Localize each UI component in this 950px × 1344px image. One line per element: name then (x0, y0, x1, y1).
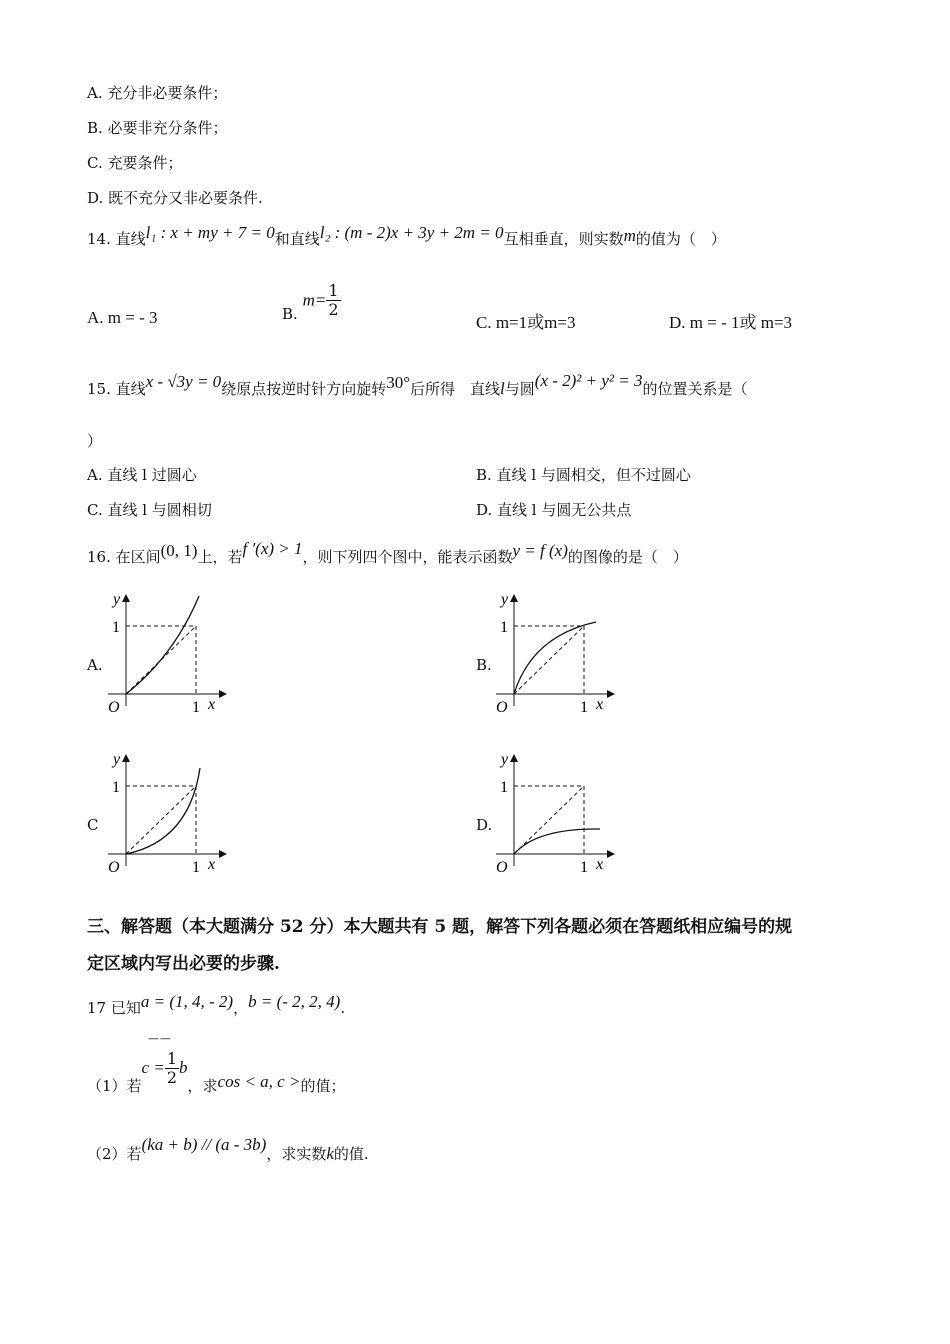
q17-vector-a: a = (1, 4, - 2) (140, 992, 234, 1011)
y-axis-label: y (113, 591, 121, 608)
q14-stem (87, 223, 726, 249)
q15-option-a: A. 直线 l 过圆心 (87, 466, 197, 484)
q17-parallel-expr: (ka + b) // (a - 3b) (141, 1135, 267, 1154)
q14-option-b: B. m= $\frac{1}{2}$ (282, 281, 339, 323)
q14-option-c: C. m=1或m=3 (476, 313, 576, 332)
q15-stem-close: ） (87, 432, 103, 450)
tick-y-1: 1 (112, 779, 120, 796)
q16-graph-c-label: C (87, 816, 99, 834)
q13-option-d: D. 既不充分又非必要条件. (87, 189, 263, 207)
x-axis-label: x (208, 856, 216, 873)
y-axis-label: y (501, 591, 509, 608)
q16-graph-d-label: D. (476, 816, 493, 834)
q13-option-c: C. 充要条件； (87, 154, 183, 172)
q14-line-l1: l₁ : x + my + 7 = 0 (145, 223, 275, 242)
q13-option-a: A. 充分非必要条件； (87, 84, 228, 102)
q15-line-eq: x - √3y = 0 (145, 372, 222, 391)
curve (126, 596, 199, 694)
q14-prefix: 14. 直线 (87, 230, 146, 248)
x-axis-label: x (208, 696, 216, 713)
y-axis-arrow (510, 594, 518, 602)
tick-x-1: 1 (580, 699, 588, 716)
q14-mid: 和直线 (274, 230, 320, 248)
section3-heading-line1: 三、解答题（本大题满分 52 分）本大题共有 5 题，解答下列各题必须在答题纸相应编号的规 (87, 917, 793, 937)
q17-stem: 17 已知a = (1, 4, - 2)，b = (- 2, 2, 4). (87, 992, 346, 1017)
section3-heading-line2: 定区域内写出必要的步骤. (87, 954, 280, 974)
y-axis-label: y (113, 751, 121, 768)
x-axis-arrow (607, 850, 615, 858)
q14-var-m: m (623, 226, 636, 245)
q16-condition: f ′(x) > 1 (242, 539, 303, 558)
x-axis-label: x (596, 856, 604, 873)
q17-part2: （2）若(ka + b) // (a - 3b)，求实数k的值. (87, 1135, 369, 1163)
origin-label: O (108, 699, 120, 716)
q16-graph-d (492, 746, 622, 876)
q16-interval: (0, 1) (160, 541, 198, 560)
tick-y-1: 1 (500, 779, 508, 796)
q15-circle-eq: (x - 2)² + y² = 3 (534, 371, 643, 390)
q16-graph-b (492, 586, 622, 716)
q16-stem: 16. 在区间(0, 1)上，若f ′(x) > 1，则下列四个图中，能表示函数y = f (x)的图像的是（ ） (87, 539, 688, 566)
diagonal-y-equals-x (514, 626, 584, 694)
y-axis-arrow (510, 754, 518, 762)
diagonal-y-equals-x (126, 786, 196, 854)
x-axis-arrow (219, 690, 227, 698)
q14-end: 的值为（ ） (635, 230, 726, 248)
q16-graph-a-label: A. (87, 656, 103, 674)
origin-label: O (496, 699, 508, 716)
tick-y-1: 1 (112, 619, 120, 636)
q15-option-d: D. 直线 l 与圆无公共点 (476, 501, 632, 519)
q17-part1-fraction: $\frac{1}{2}$ (166, 1049, 178, 1087)
q16-function: y = f (x) (512, 541, 568, 560)
q16-graph-c (104, 746, 234, 876)
tick-y-1: 1 (500, 619, 508, 636)
q14-option-d: D. m = - 1或 m=3 (669, 313, 793, 332)
tick-x-1: 1 (192, 859, 200, 876)
x-axis-arrow (607, 690, 615, 698)
q15-stem: 15. 直线x - √3y = 0绕原点按逆时针方向旋转30°后所得 直线l与圆(x - 2)² + y² = 3的位置关系是（ (87, 371, 748, 398)
y-axis-arrow (122, 594, 130, 602)
vector-arrow-marks: —— (148, 1032, 172, 1045)
q13-option-b: B. 必要非充分条件； (87, 119, 228, 137)
curve (126, 768, 200, 854)
y-axis-arrow (122, 754, 130, 762)
q16-graph-b-label: B. (476, 656, 492, 674)
q17-cos-expr: cos < a, c > (217, 1071, 301, 1091)
q14-line-l2: l₂ : (m - 2)x + 3y + 2m = 0 (319, 223, 504, 242)
q15-option-c: C. 直线 l 与圆相切 (87, 501, 212, 519)
origin-label: O (496, 859, 508, 876)
tick-x-1: 1 (580, 859, 588, 876)
q15-option-b: B. 直线 l 与圆相交，但不过圆心 (476, 466, 691, 484)
diagonal-y-equals-x (514, 786, 584, 854)
x-axis-arrow (219, 850, 227, 858)
x-axis-label: x (596, 696, 604, 713)
q16-graph-a (104, 586, 234, 716)
q17-part1: （1）若c = $\frac{1}{2}$ b，求cos < a, c >的值； (87, 1049, 346, 1095)
tick-x-1: 1 (192, 699, 200, 716)
q15-angle: 30° (386, 373, 411, 392)
q14-suffix: 互相垂直，则实数 (503, 230, 624, 248)
q17-vector-b: b = (- 2, 2, 4) (248, 992, 341, 1011)
q14-option-a: A. m = - 3 (87, 308, 158, 327)
y-axis-label: y (501, 751, 509, 768)
q14-option-b-fraction: $\frac{1}{2}$ (328, 281, 339, 319)
origin-label: O (108, 859, 120, 876)
